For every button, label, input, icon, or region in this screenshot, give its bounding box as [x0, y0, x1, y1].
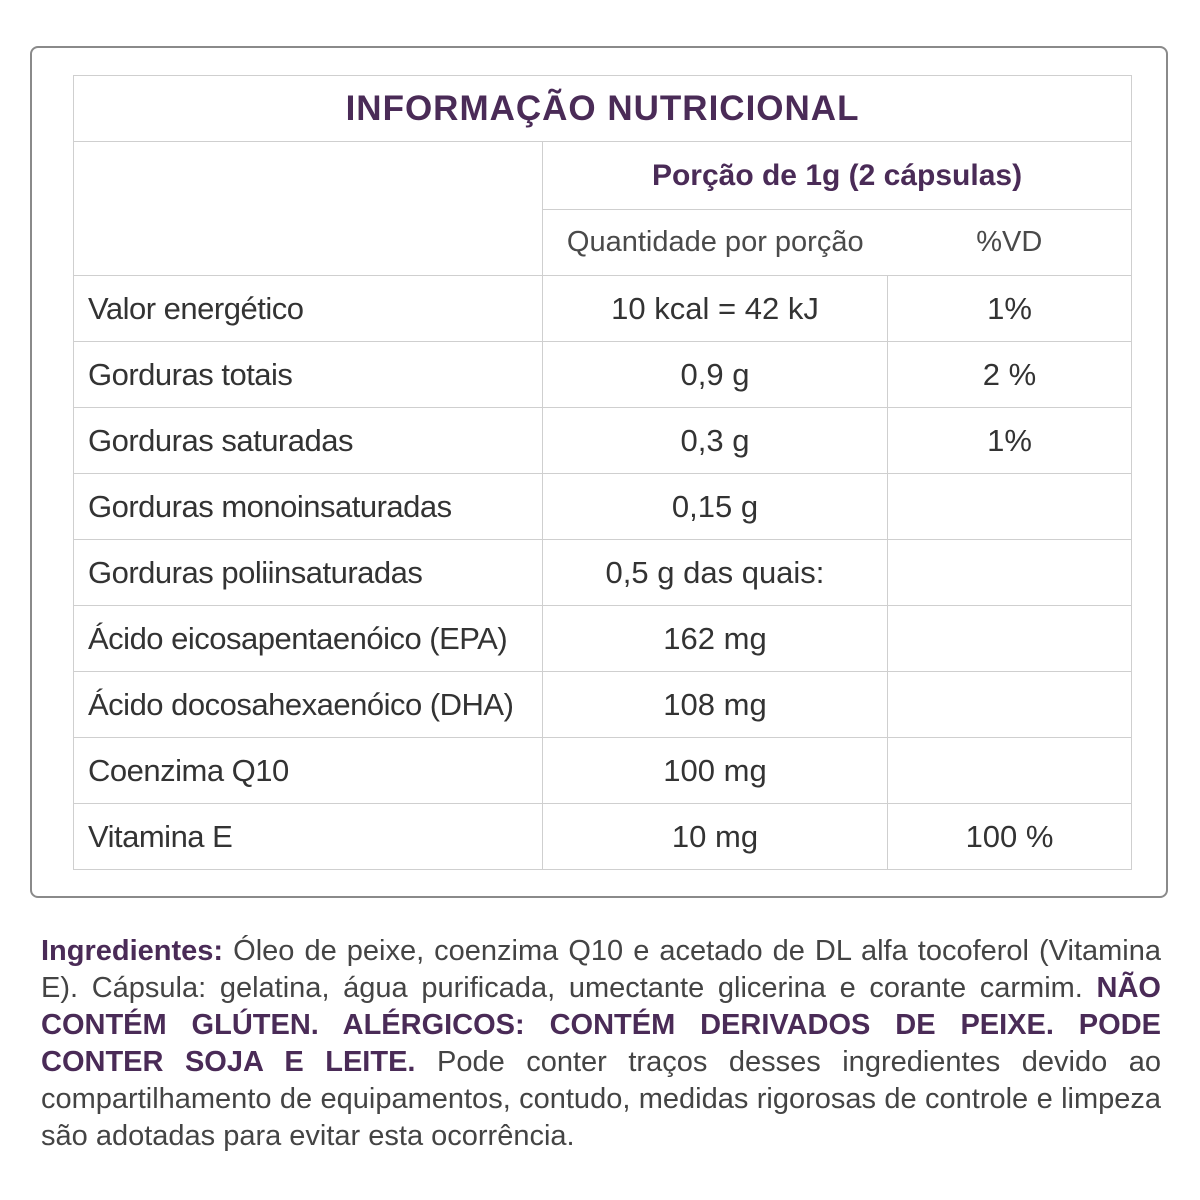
- ingredients-list: Óleo de peixe, coenzima Q10 e acetado de DL alfa tocoferol (Vitamina E). Cápsula: gelatina, água purificada, umectante glicerina e corante carmim.: [41, 935, 1161, 1004]
- table-row: [74, 738, 1132, 804]
- ingredients-label: Ingredientes:: [41, 935, 224, 967]
- nutrient-quantity: 10 mg: [543, 804, 888, 870]
- nutrient-name: Ácido eicosapentaenóico (EPA): [74, 606, 543, 672]
- nutrient-name: Gorduras poliinsaturadas: [74, 540, 543, 606]
- nutrient-name: Gorduras saturadas: [74, 408, 543, 474]
- table-row: [74, 540, 1132, 606]
- empty-header-cell: [74, 142, 543, 276]
- table-row: [74, 804, 1132, 870]
- nutrient-quantity: 108 mg: [543, 672, 888, 738]
- table-row: [74, 672, 1132, 738]
- table-row: [74, 474, 1132, 540]
- nutrient-vd: 1%: [888, 276, 1132, 342]
- nutrient-vd: 2 %: [888, 342, 1132, 408]
- nutrient-name: Ácido docosahexaenóico (DHA): [74, 672, 543, 738]
- nutrient-vd: [888, 540, 1132, 606]
- portion-size: Porção de 1g (2 cápsulas): [543, 142, 1132, 210]
- nutrient-quantity: 0,15 g: [543, 474, 888, 540]
- table-row: [74, 408, 1132, 474]
- nutrient-name: Gorduras totais: [74, 342, 543, 408]
- nutrient-name: Coenzima Q10: [74, 738, 543, 804]
- nutrient-name: Vitamina E: [74, 804, 543, 870]
- nutrient-name: Valor energético: [74, 276, 543, 342]
- table-row: [74, 606, 1132, 672]
- nutrient-quantity: 0,9 g: [543, 342, 888, 408]
- nutrient-quantity: 162 mg: [543, 606, 888, 672]
- nutrient-quantity: 10 kcal = 42 kJ: [543, 276, 888, 342]
- nutrient-vd: 1%: [888, 408, 1132, 474]
- nutrition-table: [73, 75, 1132, 870]
- nutrient-quantity: 0,5 g das quais:: [543, 540, 888, 606]
- nutrient-quantity: 100 mg: [543, 738, 888, 804]
- nutrient-vd: [888, 738, 1132, 804]
- nutrient-vd: 100 %: [888, 804, 1132, 870]
- ingredients-text: [41, 933, 1161, 1155]
- table-title: INFORMAÇÃO NUTRICIONAL: [74, 76, 1132, 142]
- quantity-column-header: Quantidade por porção: [543, 210, 888, 276]
- nutrient-vd: [888, 474, 1132, 540]
- nutrient-vd: [888, 606, 1132, 672]
- nutrient-quantity: 0,3 g: [543, 408, 888, 474]
- table-row: [74, 342, 1132, 408]
- vd-column-header: %VD: [888, 210, 1132, 276]
- nutrient-name: Gorduras monoinsaturadas: [74, 474, 543, 540]
- cross-contamination-note: Pode conter traços desses ingredientes devido ao compartilhamento de equipamentos, contudo, medidas rigorosas de controle e limpeza são adotadas para evitar esta ocorrência.: [41, 1046, 1161, 1152]
- table-row: [74, 276, 1132, 342]
- nutrient-vd: [888, 672, 1132, 738]
- allergen-warning: NÃO CONTÉM GLÚTEN. ALÉRGICOS: CONTÉM DERIVADOS DE PEIXE. PODE CONTER SOJA E LEITE.: [41, 972, 1161, 1078]
